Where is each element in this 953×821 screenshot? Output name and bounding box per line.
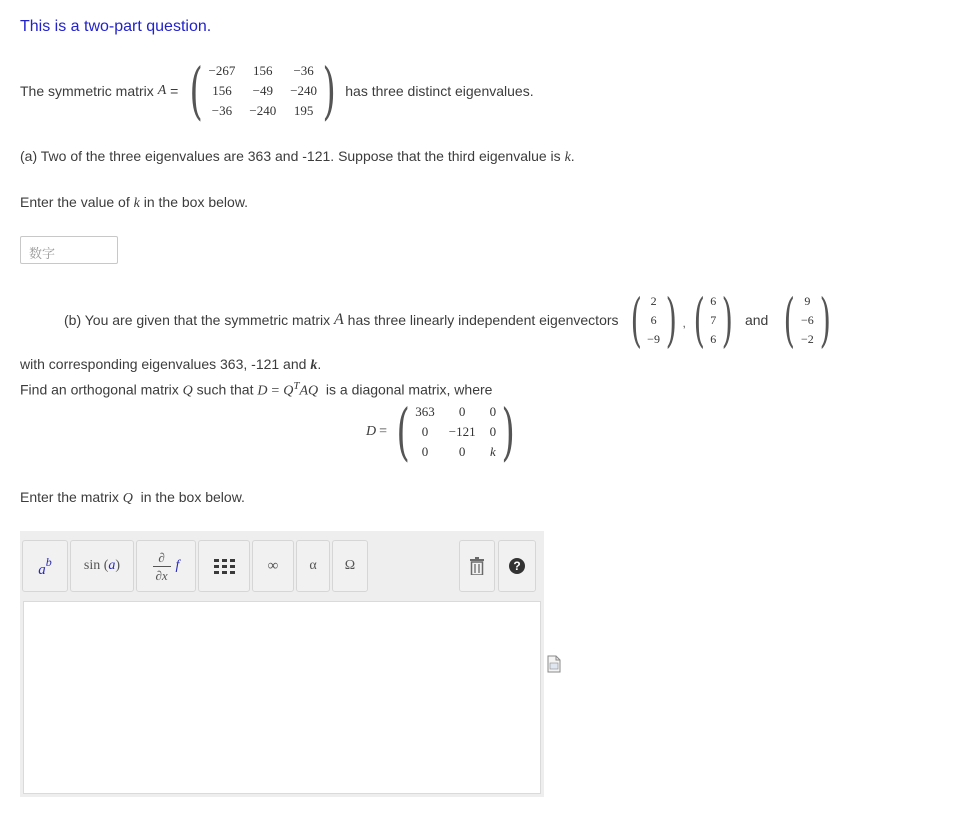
matrix-grid-icon	[214, 559, 235, 574]
matrix-a-statement	[20, 54, 534, 127]
d-matrix-display	[366, 395, 520, 468]
d-label: D	[366, 424, 377, 439]
part-b-statement	[64, 286, 836, 354]
matrix-cell: 0	[458, 404, 466, 419]
math-toolbar	[20, 531, 544, 601]
matrix-cell: −240	[249, 103, 277, 118]
trig-arg: a	[108, 558, 116, 573]
k-value-input[interactable]: 数字	[20, 236, 118, 264]
part-b-enter-after: in the box below.	[140, 489, 245, 505]
part-b-corr-before: with corresponding eigenvalues 363, -121 and	[20, 356, 307, 372]
part-b-eigenvalues	[20, 356, 321, 374]
matrix-cell: 156	[253, 63, 273, 78]
part-b-instruction	[20, 489, 245, 507]
part-b-find-mid: such that	[196, 381, 254, 398]
part-a-question	[20, 148, 575, 166]
part-b-enter-before: Enter the matrix	[20, 489, 119, 505]
eigenvector-1: ( 2 6 −9 )	[630, 286, 677, 354]
vector-entry: 9	[804, 293, 811, 308]
help-button[interactable]	[498, 540, 536, 592]
vector-entry: −6	[800, 312, 814, 327]
equation-aq: AQ	[299, 383, 319, 399]
part-a-enter-before: Enter the value of	[20, 194, 130, 210]
part-b-find	[20, 380, 492, 400]
part-b-find-before: Find an orthogonal matrix	[20, 381, 179, 398]
d-matrix: ( 363 0 0 0 −121 0 0 0 k )	[396, 395, 515, 468]
partial-num: ∂	[158, 549, 165, 565]
part-b-text2: has three linearly independent eigenvectors	[347, 312, 619, 328]
vector-entry: −9	[647, 331, 660, 346]
vector-entry: 6	[650, 312, 657, 327]
part-b-text: (b) You are given that the symmetric matrix	[64, 312, 331, 328]
vector-comma: ,	[682, 318, 686, 330]
derivative-button[interactable]	[136, 540, 196, 592]
superscript-base: a	[38, 561, 46, 578]
matrix-a-suffix: has three distinct eigenvalues.	[345, 83, 534, 99]
math-editor	[20, 531, 544, 797]
greek-letters-button[interactable]	[296, 540, 330, 592]
vector-and: and	[744, 312, 769, 328]
infinity-button[interactable]	[252, 540, 294, 592]
part-a-instruction	[20, 194, 248, 212]
intro-text: This is a two-part question.	[20, 18, 212, 35]
part-b-corr-after: .	[317, 356, 322, 372]
matrix-cell: 195	[293, 103, 314, 118]
matrix-cell: −121	[448, 424, 476, 439]
matrix-cell: 0	[489, 424, 497, 439]
matrix-cell: 156	[212, 83, 232, 98]
part-b-var: A	[334, 311, 344, 328]
matrix-cell: 0	[489, 404, 497, 419]
matrix-a: ( −267 156 −36 156 −49 −240 −36 −240 195 )	[189, 54, 336, 127]
eigenvector-2: ( 6 7 6 )	[693, 286, 734, 354]
equation-t: T	[293, 380, 300, 392]
help-icon: ?	[509, 558, 525, 574]
infinity-icon: ∞	[267, 557, 279, 574]
superscript-button[interactable]	[22, 540, 68, 592]
part-b-enter-q: Q	[122, 491, 133, 506]
part-a-text: (a) Two of the three eigenvalues are 363 and -121. Suppose that the third eigenvalue is	[20, 148, 561, 164]
matrix-cell: −240	[290, 83, 318, 98]
matrix-cell: 363	[415, 404, 435, 419]
matrix-cell: 0	[421, 444, 429, 459]
trig-function-button[interactable]: sin ( a )	[70, 540, 134, 592]
superscript-exp: b	[45, 554, 52, 569]
matrix-button[interactable]	[198, 540, 250, 592]
trash-icon	[470, 557, 484, 575]
document-icon[interactable]	[547, 655, 561, 673]
matrix-a-var: A	[157, 83, 167, 98]
matrix-cell: −36	[293, 63, 314, 78]
matrix-cell: 0	[458, 444, 466, 459]
trig-label: sin	[83, 558, 101, 573]
symbols-button[interactable]	[332, 540, 368, 592]
vector-entry: −2	[800, 331, 814, 346]
clear-button[interactable]	[459, 540, 495, 592]
part-b-corr-k: k	[310, 358, 318, 373]
eigenvector-3: ( 9 −6 −2 )	[783, 286, 831, 354]
matrix-answer-input[interactable]	[23, 601, 541, 794]
partial-den: ∂x	[155, 567, 168, 583]
vector-entry: 7	[710, 312, 717, 327]
part-a-enter-k: k	[133, 196, 140, 211]
matrix-a-eq: =	[170, 83, 179, 99]
equation-d: D	[257, 383, 268, 399]
matrix-cell: 0	[421, 424, 429, 439]
matrix-cell: k	[489, 444, 496, 459]
matrix-a-prefix: The symmetric matrix	[20, 83, 154, 99]
matrix-cell: −267	[208, 63, 236, 78]
matrix-cell: −49	[252, 83, 273, 98]
omega-icon: Ω	[344, 558, 356, 573]
d-eq: =	[379, 424, 388, 439]
part-a-period: .	[570, 148, 575, 164]
part-a-enter-after: in the box below.	[143, 194, 249, 210]
partial-derivative-icon	[153, 551, 180, 582]
equation-q: Q	[283, 383, 294, 399]
part-a-k: k	[564, 150, 571, 165]
vector-entry: 6	[710, 331, 717, 346]
vector-entry: 2	[650, 293, 657, 308]
vector-entry: 6	[710, 293, 717, 308]
part-b-find-after: is a diagonal matrix, where	[325, 381, 493, 398]
equation-eq: =	[271, 383, 280, 399]
partial-f: f	[175, 558, 180, 573]
alpha-icon: α	[309, 558, 317, 573]
part-b-find-q: Q	[182, 383, 193, 399]
matrix-cell: −36	[211, 103, 233, 118]
matrix-a-cells	[209, 63, 318, 119]
